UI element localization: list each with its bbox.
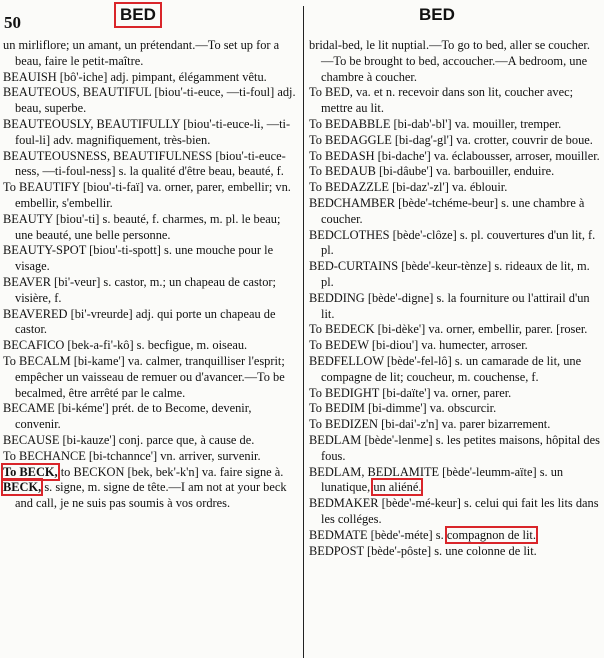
dictionary-entry: BEAUISH [bô'-iche] adj. pimpant, élégamment vêtu. — [3, 69, 267, 84]
dictionary-entry: To BEDAUB [bi-dâube'] va. barbouiller, enduire. — [309, 164, 555, 179]
dictionary-entry: To BEDAZZLE [bi-daz'-zl'] va. éblouir. — [309, 180, 508, 195]
dictionary-entry: BEAUTEOUS, BEAUTIFUL [biou'-ti-euce, —ti-foul] adj. beau, superbe. — [3, 85, 296, 116]
highlighted-term: BECK, — [3, 480, 42, 495]
dictionary-entry: BECAUSE [bi-kauze'] conj. parce que, à cause de. — [3, 432, 255, 447]
dictionary-entry: BEAVER [bi'-veur] s. castor, m.; un chapeau de castor; visière, f. — [3, 274, 276, 305]
dictionary-entry-beck-noun — [3, 480, 299, 512]
dictionary-entry: BECAFICO [bek-a-fi'-kô] s. becfigue, m. oiseau. — [3, 338, 248, 353]
dictionary-entry: un mirliflore; un amant, un prétendant.—To set up for a beau, faire le petit-maître. — [3, 38, 280, 68]
dictionary-entry: BEDMAKER [bède'-mé-keur] s. celui qui fait les lits dans les colléges. — [309, 496, 599, 526]
dictionary-entry: To BEDIM [bi-dimme'] va. obscurcir. — [309, 401, 497, 416]
dictionary-entry: To BEDABBLE [bi-dab'-bl'] va. mouiller, tremper. — [309, 116, 562, 131]
dictionary-entry: To BEDIZEN [bi-dai'-z'n] va. parer bizarrement. — [309, 417, 551, 432]
dictionary-entry: To BECALM [bi-kame'] va. calmer, tranquilliser l'esprit; empêcher un vaisseau de remuer ou d'avancer.—To be becalmed, être arrêté par le calme. — [3, 353, 285, 400]
dictionary-entry: BEAUTEOUSNESS, BEAUTIFULNESS [biou'-ti-euce-ness, —ti-foul-ness] s. la qualité d'être beau, beauté, f. — [3, 148, 286, 179]
dictionary-entry: bridal-bed, le lit nuptial.—To go to bed, aller se coucher.—To be brought to bed, accoucher.—A bedroom, une chambre à coucher. — [309, 38, 590, 84]
entry-text: to BECKON [bek, bek'-k'n] va. faire signe à. — [57, 464, 284, 479]
dictionary-entry: To BEDASH [bi-dache'] va. éclabousser, arroser, mouiller. — [309, 148, 600, 163]
dictionary-entry: To BED, va. et n. recevoir dans son lit, coucher avec; mettre au lit. — [309, 85, 574, 116]
highlighted-phrase: un aliéné. — [373, 480, 422, 495]
dictionary-entry: BEDFELLOW [bède'-fel-lô] s. un camarade de lit, une compagne de lit; coucheur, m. couchense, f. — [309, 353, 582, 384]
right-column — [309, 38, 601, 559]
dictionary-entry: BED-CURTAINS [bède'-keur-tènze] s. rideaux de lit, m. pl. — [309, 259, 590, 289]
header-left: BED — [116, 4, 160, 26]
dictionary-entry: BEDLAM [bède'-lenme] s. les petites maisons, hôpital des fous. — [309, 432, 600, 463]
entry-text: BEDMATE [bède'-méte] s. — [309, 527, 447, 542]
dictionary-entry-bedlamite — [309, 465, 601, 497]
dictionary-entry: To BEAUTIFY [biou'-ti-faï] va. orner, parer, embellir; vn. embellir, s'embellir. — [3, 180, 291, 210]
dictionary-entry: BEDCLOTHES [bède'-clôze] s. pl. couvertures d'un lit, f. pl. — [309, 227, 596, 258]
dictionary-entry: BEAUTY-SPOT [biou'-ti-spott] s. une mouche pour le visage. — [3, 243, 274, 274]
dictionary-entry: BECAME [bi-kéme'] prét. de to Become, devenir, convenir. — [3, 401, 252, 432]
highlighted-phrase: compagnon de lit. — [446, 527, 536, 542]
entry-text: BEDLAM, BEDLAMITE [bède'-leumm-aïte] s. un lunatique, — [309, 464, 564, 495]
dictionary-entry: BEDPOST [bède'-pôste] s. une colonne de lit. — [309, 543, 537, 558]
column-divider — [303, 6, 304, 658]
dictionary-entry: To BECHANCE [bi-tchannce'] vn. arriver, survenir. — [3, 448, 261, 463]
dictionary-entry: BEAUTEOUSLY, BEAUTIFULLY [biou'-ti-euce-li, —ti-foul-li] adv. magnifiquement, très-bien. — [3, 116, 291, 147]
dictionary-entry-bedmate — [309, 528, 601, 544]
header-right: BED — [419, 5, 455, 24]
dictionary-entry: BEAVERED [bi'-vreurde] adj. qui porte un chapeau de castor. — [3, 306, 276, 337]
dictionary-entry: BEDCHAMBER [bède'-tchéme-beur] s. une chambre à coucher. — [309, 195, 585, 226]
dictionary-entry: To BEDAGGLE [bi-dag'-gl'] va. crotter, couvrir de boue. — [309, 132, 593, 147]
dictionary-entry: To BEDEW [bi-diou'] va. humecter, arroser. — [309, 338, 528, 353]
dictionary-entry: BEDDING [bède'-digne] s. la fourniture ou l'attirail d'un lit. — [309, 290, 590, 321]
dictionary-entry: BEAUTY [biou'-ti] s. beauté, f. charmes, m. pl. le beau; une beauté, une belle personne. — [3, 211, 281, 242]
entry-text: s. signe, m. signe de tête.—I am not at your beck and call, je ne suis pas soumis à vos ordres. — [15, 480, 287, 511]
dictionary-entry: To BEDIGHT [bi-daïte'] va. orner, parer. — [309, 385, 512, 400]
left-column — [3, 38, 299, 512]
dictionary-entry-beck — [3, 465, 299, 481]
highlighted-term: To BECK, — [3, 464, 58, 479]
dictionary-entry: To BEDECK [bi-dèke'] va. orner, embellir, parer. [roser. — [309, 322, 588, 337]
page-number: 50 — [4, 13, 21, 32]
